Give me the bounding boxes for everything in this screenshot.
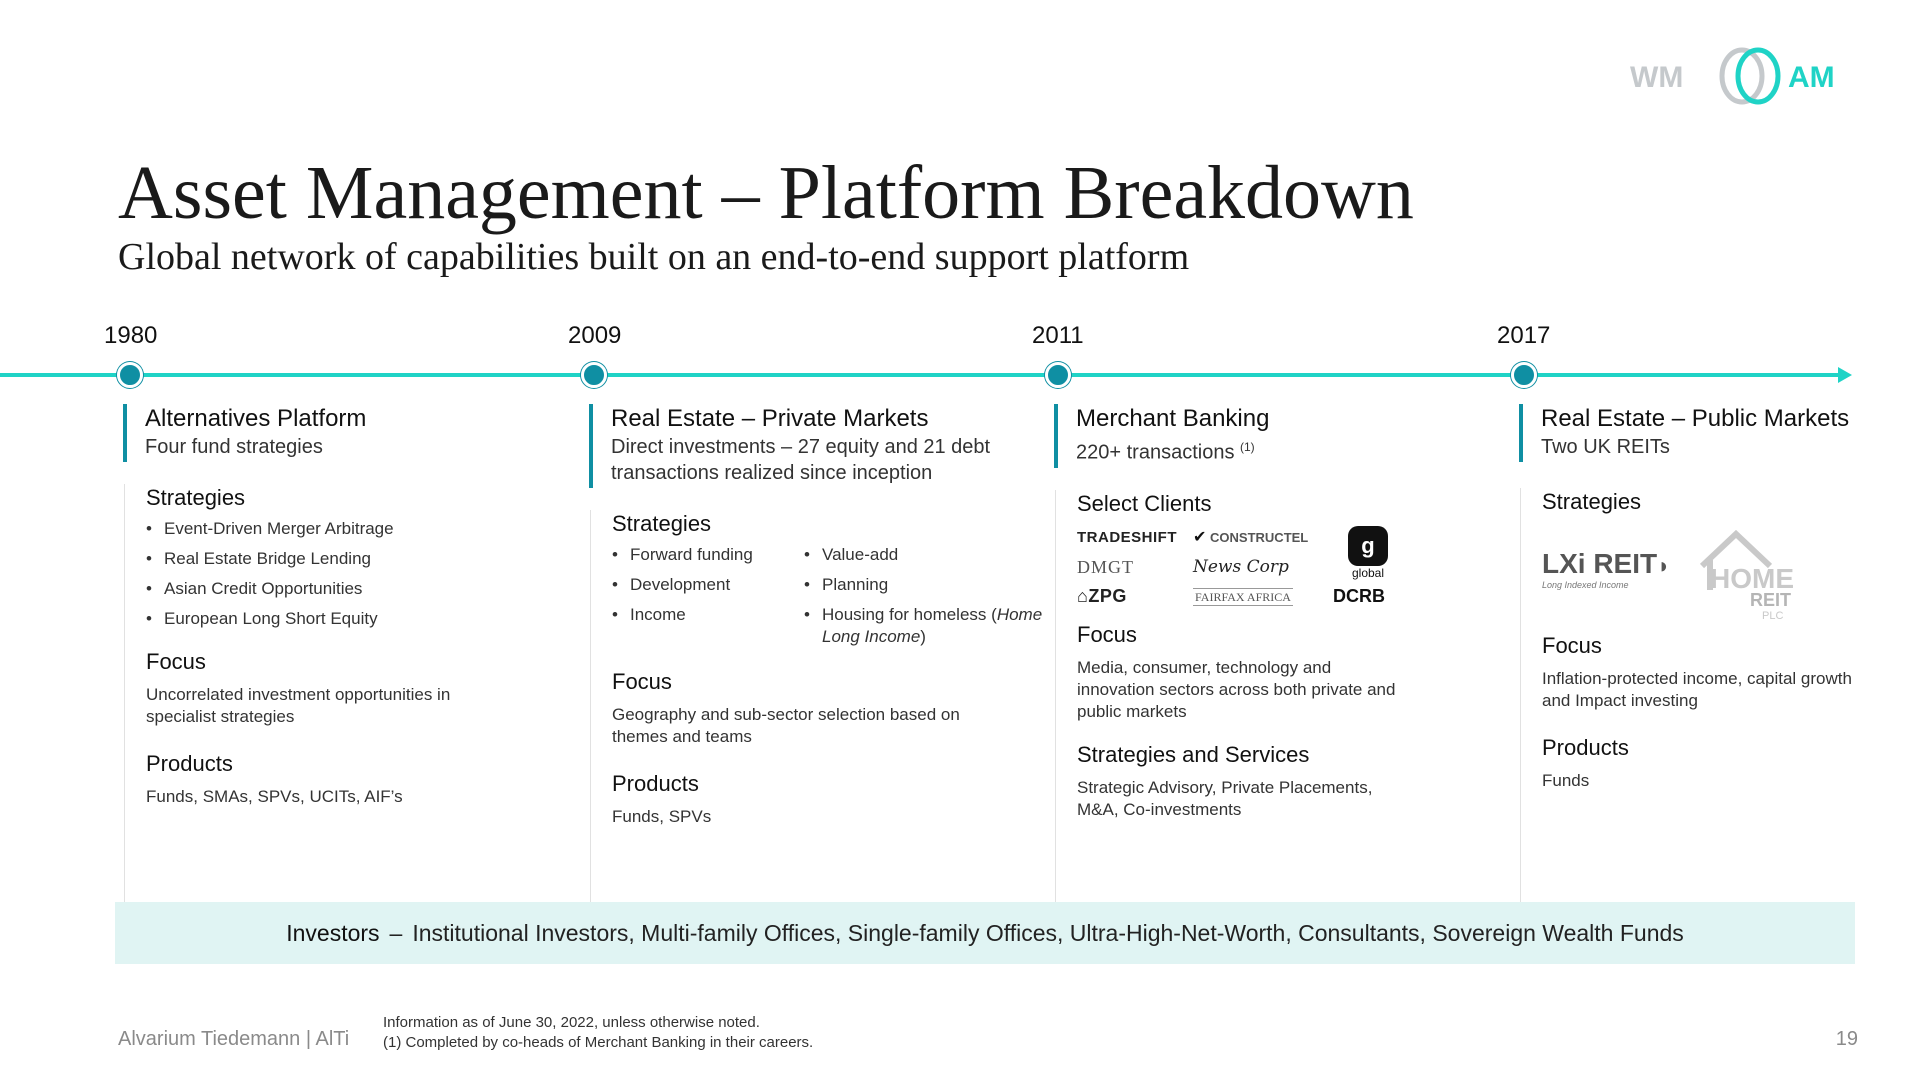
column-subtitle: Direct investments – 27 equity and 21 debt transactions realized since inception: [611, 436, 991, 484]
housing-suffix: ): [920, 627, 926, 646]
timeline-arrow-icon: [1838, 367, 1852, 383]
strategies-list-left: [612, 544, 774, 656]
products-heading: Products: [1542, 735, 1629, 760]
list-item: • Event-Driven Merger Arbitrage: [146, 518, 553, 540]
column-body: [124, 484, 553, 912]
investors-label: Investors: [286, 919, 380, 946]
products-heading: Products: [612, 771, 699, 796]
column-header: [1519, 404, 1920, 462]
reit-logos: [1542, 528, 1920, 624]
list-item: • Income: [612, 604, 774, 626]
column-private-real-estate: [589, 404, 1043, 912]
global-text: global: [1351, 565, 1385, 580]
focus-text: Uncorrelated investment opportunities in specialist strategies: [146, 685, 451, 726]
list-item: • Asian Credit Opportunities: [146, 578, 553, 600]
timeline-node-2009: [581, 362, 607, 388]
dcrb-logo: DCRB: [1333, 585, 1385, 606]
wm-am-logo: [1630, 44, 1860, 108]
list-item: • Development: [612, 574, 774, 596]
year-label-2011: 2011: [1032, 322, 1084, 349]
logo-am-text: AM: [1788, 61, 1835, 94]
list-item: • Planning: [804, 574, 1044, 596]
footer-notes: [383, 1013, 813, 1053]
timeline-line: [0, 373, 1840, 377]
plc-text: PLC: [1762, 610, 1784, 622]
home-reit-logo: [1696, 528, 1808, 624]
page-number: 19: [1835, 1028, 1858, 1050]
column-subtitle: Four fund strategies: [145, 436, 323, 458]
column-alternatives: [123, 404, 553, 912]
client-logos: [1077, 526, 1484, 607]
services-heading: Strategies and Services: [1077, 741, 1310, 767]
focus-heading: Focus: [612, 669, 672, 694]
list-item: • Forward funding: [612, 544, 774, 566]
housing-prefix: Housing for homeless (: [822, 605, 997, 624]
list-item: • Value-add: [804, 544, 1044, 566]
column-body: [590, 510, 1043, 912]
column-body: [1520, 488, 1920, 918]
check-icon: ✔: [1193, 529, 1207, 547]
lxi-reit-logo: [1542, 548, 1670, 590]
lxi-reit-subtext: Long Indexed Income: [1542, 580, 1629, 590]
strategies-heading: Strategies: [146, 485, 246, 510]
products-text: Funds: [1542, 771, 1590, 790]
column-title: Real Estate – Private Markets: [611, 405, 929, 432]
footer-note-1: Information as of June 30, 2022, unless otherwise noted.: [383, 1014, 760, 1031]
column-public-real-estate: [1519, 404, 1920, 918]
strategies-heading: Strategies: [1542, 489, 1642, 514]
focus-heading: Focus: [1542, 633, 1602, 658]
list-item: • Real Estate Bridge Lending: [146, 548, 553, 570]
column-merchant-banking: [1054, 404, 1484, 920]
news-corp-logo: News Corp: [1193, 557, 1289, 578]
focus-text: Geography and sub-sector selection based on themes and teams: [612, 705, 960, 746]
strategies-two-col: [612, 538, 1043, 656]
focus-text: Media, consumer, technology and innovation sectors across both private and public markets: [1077, 657, 1396, 721]
column-subtitle: [1076, 434, 1484, 466]
home-text: HOME: [1710, 563, 1795, 594]
services-text: Strategic Advisory, Private Placements, M&A, Co-investments: [1077, 777, 1373, 819]
strategies-list-right: [804, 544, 1044, 656]
column-header: [1054, 404, 1484, 468]
zpg-logo: ⌂ZPG: [1077, 585, 1127, 606]
strategies-list: [146, 518, 553, 630]
column-title: Real Estate – Public Markets: [1541, 405, 1850, 432]
column-title: Merchant Banking: [1076, 405, 1270, 432]
clients-heading: Select Clients: [1077, 490, 1212, 516]
column-header: [123, 404, 553, 462]
house-icon: ⌂: [1077, 585, 1089, 606]
swoosh-icon: ◗: [1657, 553, 1671, 578]
column-subtitle: Two UK REITs: [1541, 436, 1670, 458]
page-title: Asset Management – Platform Breakdown: [118, 151, 1414, 235]
focus-heading: Focus: [146, 649, 206, 674]
year-label-1980: 1980: [104, 322, 158, 349]
timeline-node-2011: [1045, 362, 1071, 388]
dmgt-logo: DMGT: [1077, 556, 1134, 577]
column-header: [589, 404, 1019, 488]
footer-company: Alvarium Tiedemann | AlTi: [118, 1028, 350, 1050]
products-text: Funds, SPVs: [612, 807, 712, 826]
focus-heading: Focus: [1077, 621, 1137, 647]
strategies-heading: Strategies: [612, 511, 712, 536]
fairfax-logo-wrap: [1193, 588, 1333, 605]
column-title: Alternatives Platform: [145, 405, 367, 432]
subtitle-text: 220+ transactions: [1076, 441, 1235, 464]
global-logo: [1333, 526, 1403, 580]
footer-note-2: (1) Completed by co-heads of Merchant Banking in their careers.: [383, 1034, 814, 1051]
investors-bar: [115, 902, 1855, 964]
products-heading: Products: [146, 751, 233, 776]
year-label-2017: 2017: [1497, 322, 1551, 349]
logo-wm-text: WM: [1630, 61, 1684, 94]
timeline-node-2017: [1511, 362, 1537, 388]
housing-italic: Home Long Income: [822, 605, 1043, 646]
global-badge-icon: g: [1348, 526, 1388, 566]
tradeshift-logo: TRADESHIFT: [1077, 528, 1177, 546]
timeline-node-1980: [117, 362, 143, 388]
page-subtitle: Global network of capabilities built on an end-to-end support platform: [118, 236, 1190, 278]
lxi-reit-text: LXi REIT◗: [1542, 548, 1671, 579]
list-item: • European Long Short Equity: [146, 608, 553, 630]
products-text: Funds, SMAs, SPVs, UCITs, AIF’s: [146, 787, 403, 806]
constructel-logo: ✔ CONSTRUCTEL: [1193, 529, 1309, 547]
list-item-housing: [804, 604, 1044, 648]
investors-dash: –: [389, 919, 403, 946]
year-label-2009: 2009: [568, 322, 622, 349]
column-body: [1055, 490, 1484, 920]
investors-text: Institutional Investors, Multi-family Offices, Single-family Offices, Ultra-High-Net-Worth, Consultants, Sovereign Wealth Funds: [412, 919, 1684, 946]
focus-text: Inflation-protected income, capital growth and Impact investing: [1542, 669, 1852, 710]
fairfax-africa-logo: FAIRFAX AFRICA: [1195, 589, 1291, 604]
reit-text: REIT: [1750, 590, 1792, 610]
footnote-ref: (1): [1240, 440, 1255, 454]
